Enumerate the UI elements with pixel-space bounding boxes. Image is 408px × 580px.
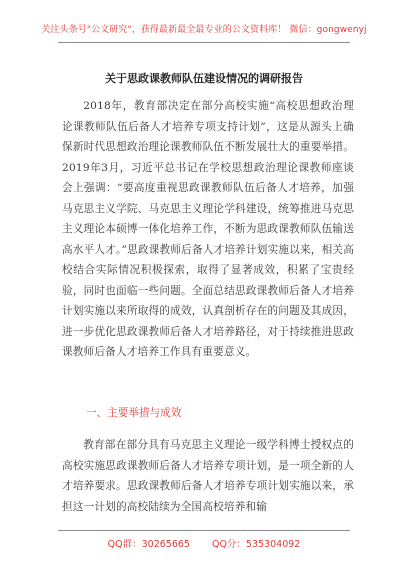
- intro-paragraph: 2018年，教育部决定在部分高校实施“高校思想政治理论课教师队伍后备人才培养专项支持计划”，这是从源头上确保新时代思想政治理论课教师队伍不断发展壮大的重要举措。2019年3月，习近平总书记在学校思想政治理论课教师座谈会上强调：“要高度重视思政课教师队伍后备人才培养，加强马克思主义学院、马克思主义理论学科建设，统筹推进马克思主义理论本硕博一体化培养工作，不断为思政课教师队伍输送高水平人才。”思政课教师后备人才培养计划实施以来，相关高校结合实际情况积极探索，取得了显著成效，积累了宝贵经验，同时也面临一些问题。全面总结思政课教师后备人才培养计划实施以来所取得的成效，认真剖析存在的问题及其成因，进一步优化思政课教师后备人才培养路径，对于持续推进思政课教师后备人才培养工作具有重要意义。: [62, 100, 354, 358]
- intro-body: [62, 96, 354, 363]
- section-paragraph: 教育部在部分具有马克思主义理论一级学科博士授权点的高校实施思政课教师后备人才培养专项计划，是一项全新的人才培养要求。思政课教师后备人才培养专项计划实施以来，承担这一计划的高校陆续为全国高校培养和输: [62, 439, 354, 513]
- footer-divider: [58, 530, 350, 531]
- footer: [0, 536, 408, 550]
- section-body: [62, 435, 354, 517]
- header-divider: [58, 42, 350, 43]
- header-note: 关注头条号"公文研究"，获得最新最全最专业的公文资料库！ 微信：gongwenyj: [41, 25, 367, 35]
- section-heading: 一、主要举措与成效: [86, 407, 182, 419]
- document-title: 关于思政课教师队伍建设情况的调研报告: [105, 72, 303, 85]
- footer-qq-group-1: QQ群：30265665: [107, 539, 190, 550]
- footer-qq-group-2: QQ分：535304092: [211, 539, 301, 550]
